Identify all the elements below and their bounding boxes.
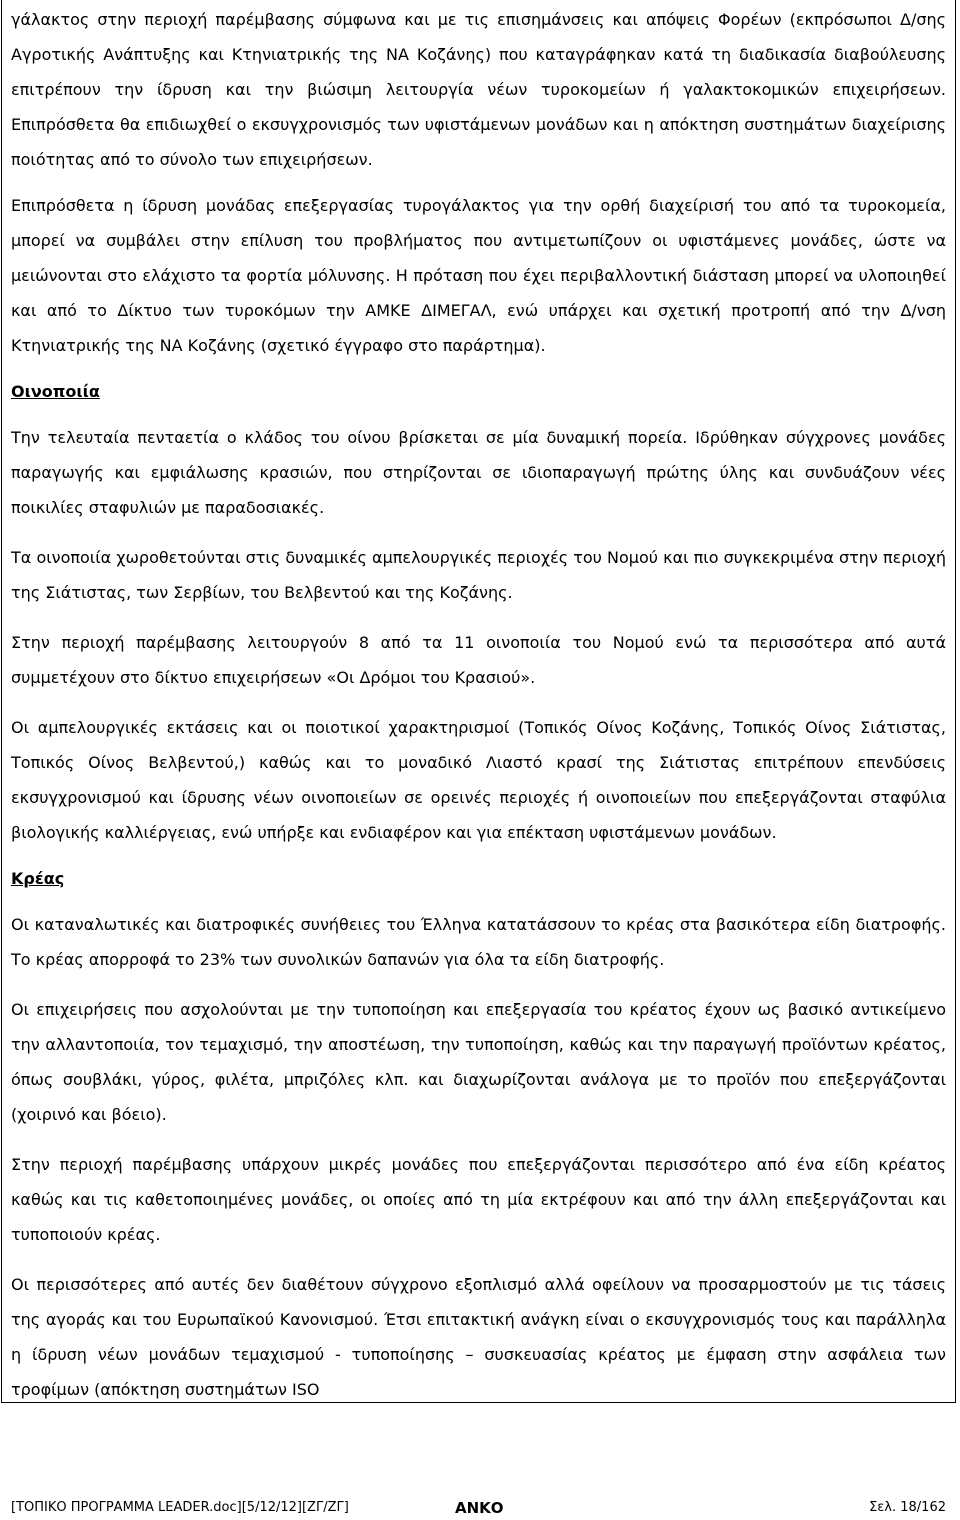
footer-doc-reference: [ΤΟΠΙΚΟ ΠΡΟΓΡΑΜΜΑ LEADER.doc][5/12/12][ΖΓ/ΖΓ] xyxy=(11,1500,349,1515)
paragraph-wine-3: Στην περιοχή παρέμβασης λειτουργούν 8 από τα 11 οινοποιία του Νομού ενώ τα περισσότερα από αυτά συμμετέχουν στο δίκτυο επιχειρήσεων «Οι Δρόμοι του Κρασιού». xyxy=(11,633,946,687)
heading-meat: Κρέας xyxy=(11,869,65,888)
paragraph-wine-2: Τα οινοποιία χωροθετούνται στις δυναμικές αμπελουργικές περιοχές του Νομού και πιο συγκεκριμένα στην περιοχή της Σιάτιστας, των Σερβίων, του Βελβεντού και της Κοζάνης. xyxy=(11,548,946,602)
paragraph-whey-processing: Επιπρόσθετα η ίδρυση μονάδας επεξεργασίας τυρογάλακτος για την ορθή διαχείρισή του από τα τυροκομεία, μπορεί να συμβάλει στην επίλυση του προβλήματος που αντιμετωπίζουν οι υφιστάμενες μονάδες, ώστε να μειώνονται στο ελάχιστο τα φορτία μόλυνσης. Η πρόταση που έχει περιβαλλοντική διάσταση μπορεί να υλοποιηθεί και από το Δίκτυο των τυροκόμων την ΑΜΚΕ ΔΙΜΕΓΑΛ, ενώ υπάρχει και σχετική προτροπή από την Δ/νση Κτηνιατρικής της ΝΑ Κοζάνης (σχετικό έγγραφο στο παράρτημα). xyxy=(11,196,946,355)
heading-wineries: Οινοποιία xyxy=(11,382,100,401)
paragraph-meat-4: Οι περισσότερες από αυτές δεν διαθέτουν σύγχρονο εξοπλισμό αλλά οφείλουν να προσαρμοστούν με τις τάσεις της αγοράς και του Ευρωπαϊκού Κανονισμού. Έτσι επιτακτική ανάγκη είναι ο εκσυγχρονισμός τους και παράλληλα η ίδρυση νέων μονάδων τεμαχισμού - τυποποίησης – συσκευασίας κρέατος με έμφαση στην ασφάλεια των τροφίμων (απόκτηση συστημάτων ISO xyxy=(11,1275,946,1399)
paragraph-wine-1: Την τελευταία πενταετία ο κλάδος του οίνου βρίσκεται σε μία δυναμική πορεία. Ιδρύθηκαν σύγχρονες μονάδες παραγωγής και εμφιάλωσης κρασιών, που στηρίζονται σε ιδιοπαραγωγή πρώτης ύλης και συνδυάζουν νέες ποικιλίες σταφυλιών με παραδοσιακές. xyxy=(11,428,946,517)
paragraph-meat-2: Οι επιχειρήσεις που ασχολούνται με την τυποποίηση και επεξεργασία του κρέατος έχουν ως βασικό αντικείμενο την αλλαντοποιία, τον τεμαχισμό, την αποστέωση, την τυποποίηση, καθώς και την παραγωγή προϊόντων κρέατος, όπως σουβλάκι, γύρος, φιλέτα, μπριζόλες κλπ. και διαχωρίζονται ανάλογα με το προϊόν που επεξεργάζονται (χοιρινό και βόειο). xyxy=(11,1000,946,1124)
document-body xyxy=(11,2,946,1407)
page-footer xyxy=(11,1496,946,1520)
paragraph-meat-3: Στην περιοχή παρέμβασης υπάρχουν μικρές μονάδες που επεξεργάζονται περισσότερο από ένα είδη κρέατος καθώς και τις καθετοποιημένες μονάδες, οι οποίες από τη μία εκτρέφουν και από την άλλη επεξεργάζονται και τυποποιούν κρέας. xyxy=(11,1155,946,1244)
footer-organization: ΑΝΚΟ xyxy=(455,1499,504,1517)
paragraph-wine-4: Οι αμπελουργικές εκτάσεις και οι ποιοτικοί χαρακτηρισμοί (Τοπικός Οίνος Κοζάνης, Τοπικός Οίνος Σιάτιστας, Τοπικός Οίνος Βελβεντού,) καθώς και το μοναδικό Λιαστό κρασί της Σιάτιστας επιτρέπουν επενδύσεις εκσυγχρονισμού και ίδρυσης νέων οινοποιείων σε ορεινές περιοχές ή οινοποιείων που επεξεργάζονται σταφύλια βιολογικής καλλιέργειας, ενώ υπήρξε και ενδιαφέρον και για επέκταση υφιστάμενων μονάδων. xyxy=(11,718,946,842)
footer-page-number: Σελ. 18/162 xyxy=(869,1500,946,1515)
paragraph-dairy-intro: γάλακτος στην περιοχή παρέμβασης σύμφωνα και με τις επισημάνσεις και απόψεις Φορέων (εκπρόσωποι Δ/σης Αγροτικής Ανάπτυξης και Κτηνιατρικής της ΝΑ Κοζάνης) που καταγράφηκαν κατά τη διαδικασία διαβούλευσης επιτρέπουν την ίδρυση και την βιώσιμη λειτουργία νέων τυροκομείων ή γαλακτοκομικών επιχειρήσεων. Επιπρόσθετα θα επιδιωχθεί ο εκσυγχρονισμός των υφιστάμενων μονάδων και η απόκτηση συστημάτων διαχείρισης ποιότητας από το σύνολο των επιχειρήσεων. xyxy=(11,10,946,169)
paragraph-meat-1: Οι καταναλωτικές και διατροφικές συνήθειες του Έλληνα κατατάσσουν το κρέας στα βασικότερα είδη διατροφής. Το κρέας απορροφά το 23% των συνολικών δαπανών για όλα τα είδη διατροφής. xyxy=(11,915,946,969)
